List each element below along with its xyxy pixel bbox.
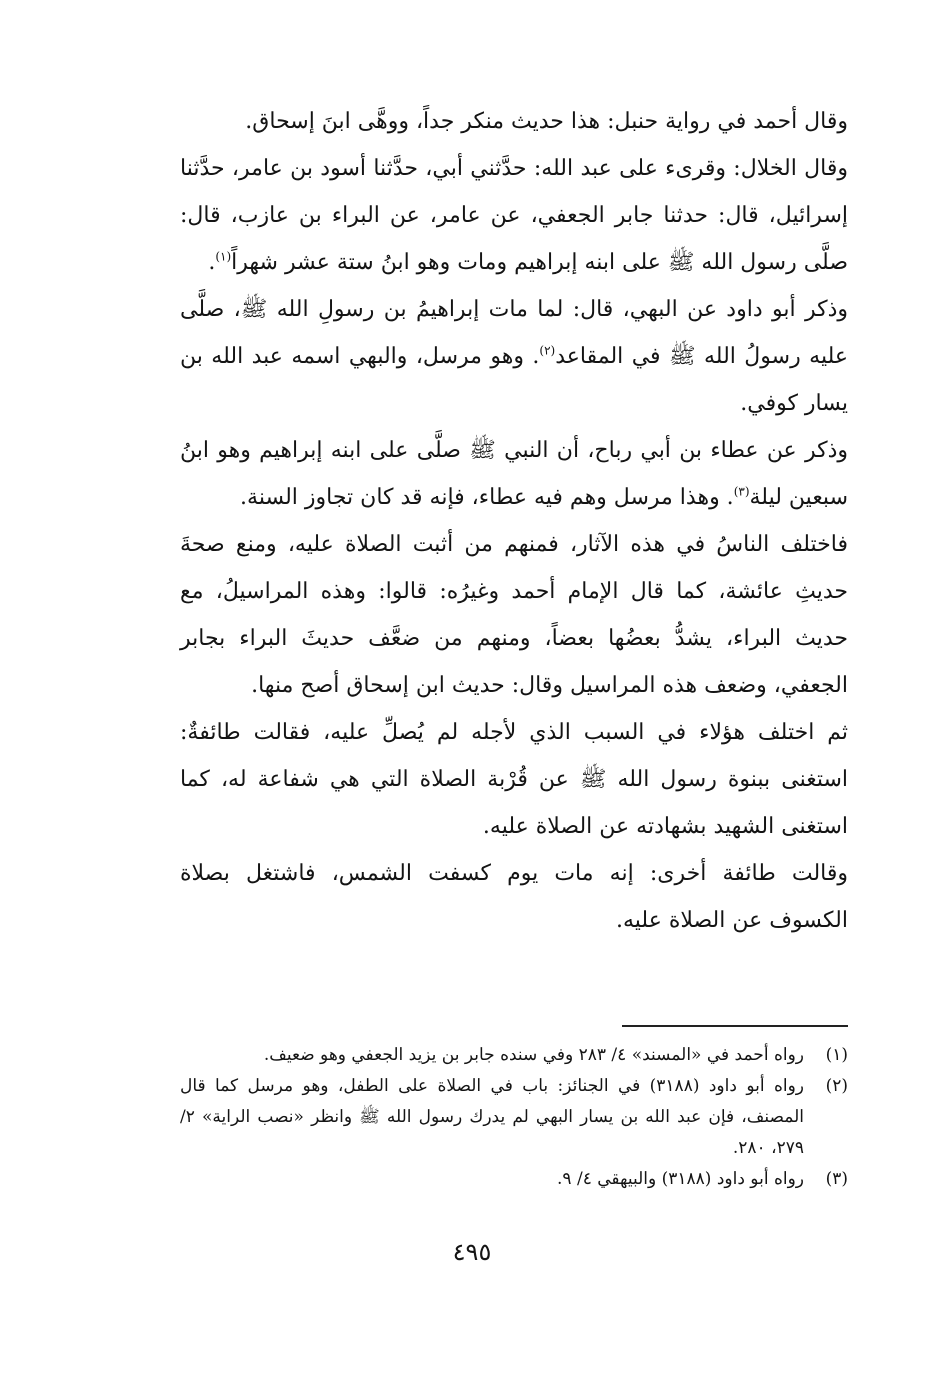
paragraph-2-text: وقال الخلال: وقرىء على عبد الله: حدَّثني أبي، حدَّثنا أسود بن عامر، حدَّثنا إسرائيل، قال: حدثنا جابر الجعفي، عن عامر، عن البراء بن عازب، قال: صلَّى رسول الله ﷺ على ابنه إبراهيم ومات وهو ابنُ ستة عشر شهراً <box>180 156 848 275</box>
footnote-1-number: (١) <box>825 1045 848 1065</box>
paragraph-1-text: وقال أحمد في رواية حنبل: هذا حديث منكر جداً، ووهَّى ابنَ إسحاق. <box>245 109 848 134</box>
paragraph-5 <box>180 521 848 709</box>
footnote-1 <box>180 1040 848 1071</box>
paragraph-3 <box>180 286 848 427</box>
footnote-2 <box>180 1071 848 1164</box>
paragraph-1 <box>180 98 848 145</box>
footnote-ref-1: (١) <box>215 249 232 264</box>
paragraph-7-text: وقالت طائفة أخرى: إنه مات يوم كسفت الشمس، فاشتغل بصلاة الكسوف عن الصلاة عليه. <box>180 861 848 933</box>
footnote-1-text: رواه أحمد في «المسند» ٤/ ٢٨٣ وفي سنده جابر بن يزيد الجعفي وهو ضعيف. <box>263 1045 804 1065</box>
footnote-2-text: رواه أبو داود (٣١٨٨) في الجنائز: باب في الصلاة على الطفل، وهو مرسل كما قال المصنف، فإن عبد الله بن يسار البهي لم يدرك رسول الله ﷺ وانظر «نصب الراية» ٢/ ٢٧٩، ٢٨٠. <box>180 1076 805 1158</box>
paragraph-4-tail: . وهذا مرسل وهم فيه عطاء، فإنه قد كان تجاوز السنة. <box>240 485 734 510</box>
paragraph-5-text: فاختلف الناسُ في هذه الآثار، فمنهم من أثبت الصلاة عليه، ومنع صحةَ حديثِ عائشة، كما قال الإمام أحمد وغيرُه: قالوا: وهذه المراسيلُ، مع حديث البراء، يشدُّ بعضُها بعضاً، ومنهم من ضعَّف حديثَ البراء بجابر الجعفي، وضعف هذه المراسيل وقال: حديث ابن إسحاق أصح منها. <box>180 532 848 698</box>
footnote-3-text: رواه أبو داود (٣١٨٨) والبيهقي ٤/ ٩. <box>557 1169 804 1189</box>
paragraph-7 <box>180 850 848 944</box>
paragraph-6 <box>180 709 848 850</box>
paragraph-4-text: وذكر عن عطاء بن أبي رباح، أن النبي ﷺ صلَّى على ابنه إبراهيم وهو ابنُ سبعين ليلة <box>180 438 848 510</box>
footnote-3-number: (٣) <box>825 1169 848 1189</box>
footnote-separator <box>622 1025 848 1027</box>
footnote-ref-3: (٣) <box>733 484 750 499</box>
main-text <box>180 98 848 944</box>
paragraph-4 <box>180 427 848 521</box>
paragraph-3-text: وذكر أبو داود عن البهي، قال: لما مات إبراهيمُ بن رسولِ الله ﷺ، صلَّى عليه رسولُ الله ﷺ في المقاعد <box>180 297 848 369</box>
paragraph-6-text: ثم اختلف هؤلاء في السبب الذي لأجله لم يُصلِّ عليه، فقالت طائفةٌ: استغنى ببنوة رسول الله ﷺ عن قُرْبة الصلاة التي هي شفاعة له، كما استغنى الشهيد بشهادته عن الصلاة عليه. <box>180 720 848 839</box>
footnote-3 <box>180 1164 848 1195</box>
paragraph-2-tail: . <box>208 250 216 275</box>
paragraph-3-tail: . وهو مرسل، والبهي اسمه عبد الله بن يسار كوفي. <box>180 344 848 416</box>
paragraph-2 <box>180 145 848 286</box>
page-number: ٤٩٥ <box>452 1238 492 1266</box>
footnote-ref-2: (٢) <box>539 343 556 358</box>
footnotes <box>180 1040 848 1195</box>
footnote-2-number: (٢) <box>825 1076 848 1096</box>
